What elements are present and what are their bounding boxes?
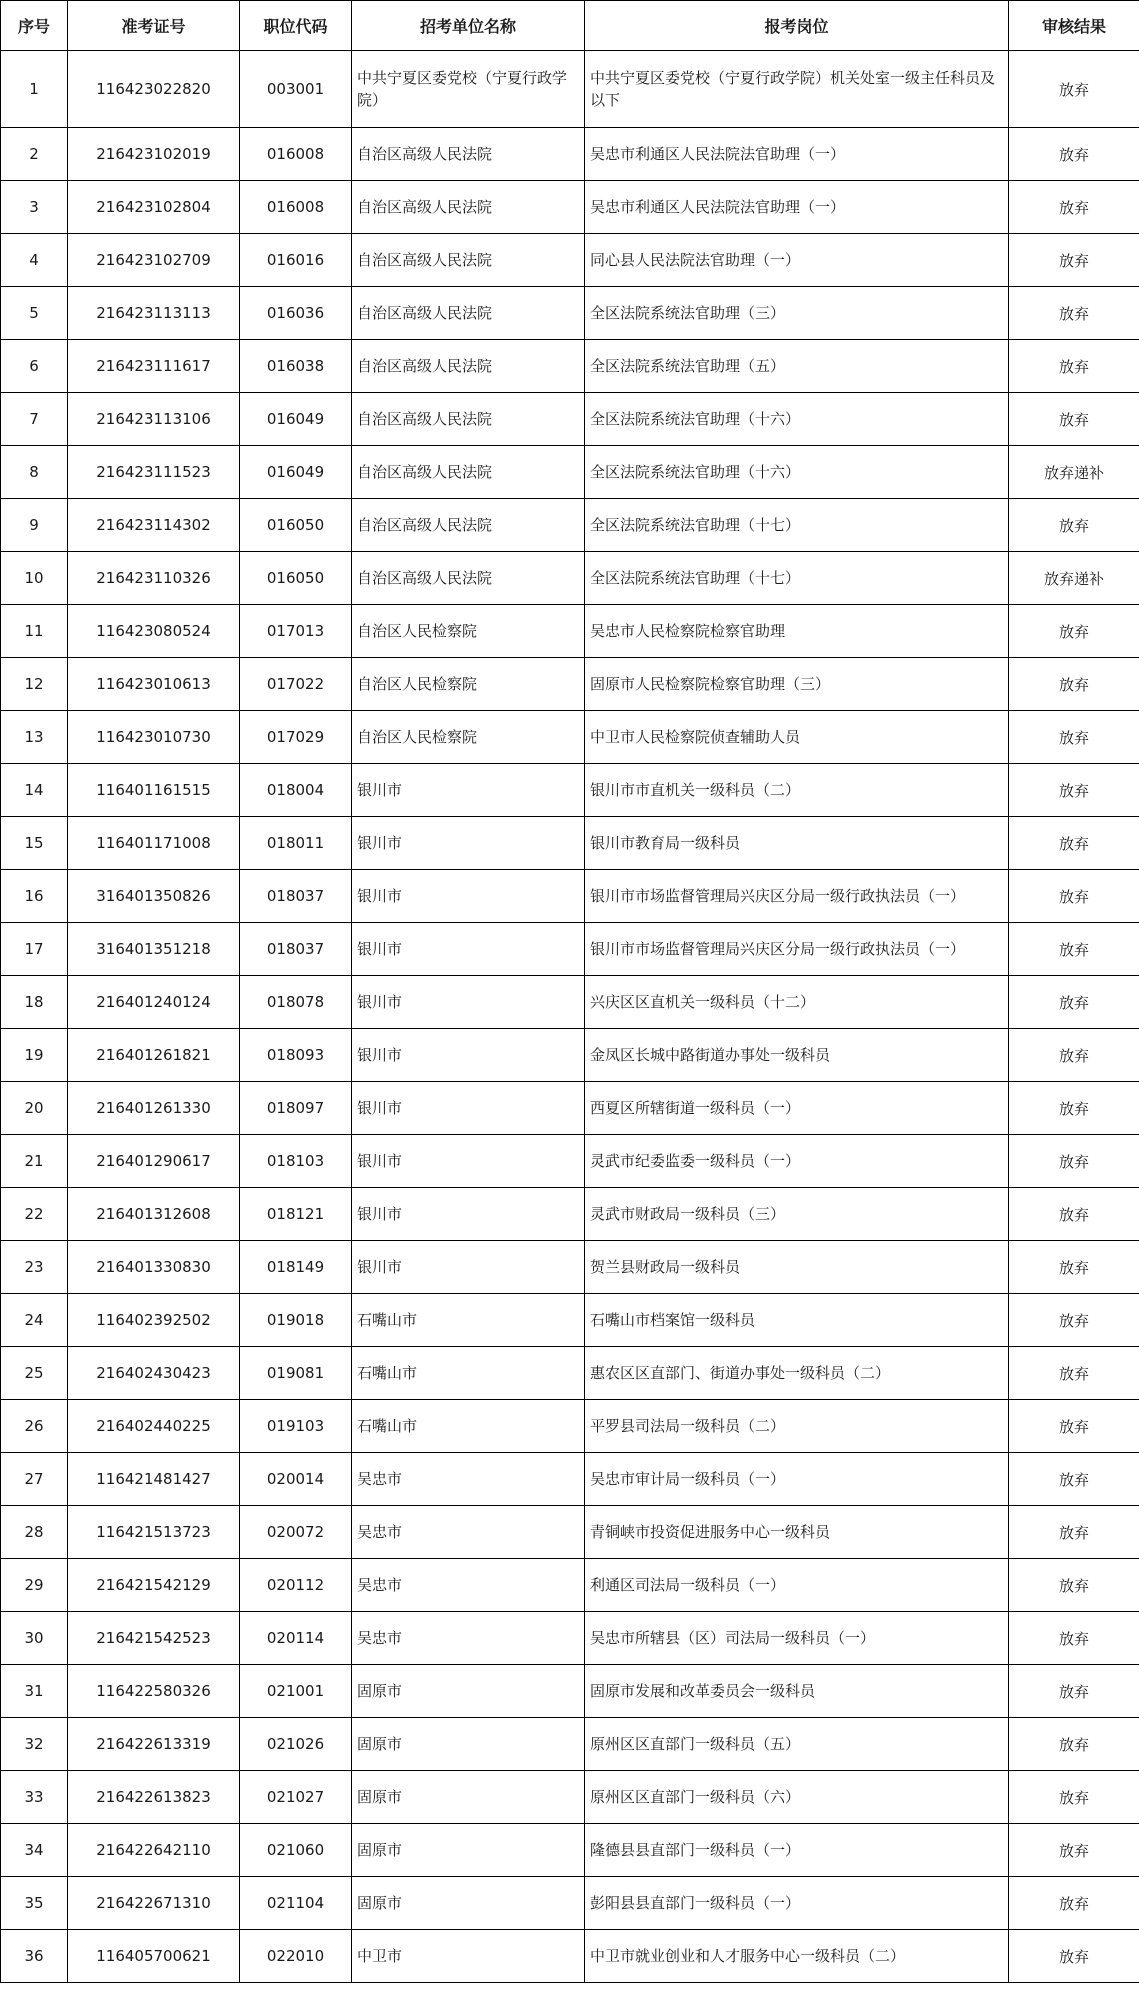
employer-cell: 自治区人民检察院 bbox=[352, 605, 585, 658]
table-row bbox=[1, 1082, 1139, 1135]
table-row bbox=[1, 1559, 1139, 1612]
employer-cell: 石嘴山市 bbox=[352, 1294, 585, 1347]
table-row bbox=[1, 1506, 1139, 1559]
employer-cell: 银川市 bbox=[352, 1135, 585, 1188]
table-row bbox=[1, 870, 1139, 923]
position-cell: 固原市发展和改革委员会一级科员 bbox=[585, 1665, 1009, 1718]
position-cell: 贺兰县财政局一级科员 bbox=[585, 1241, 1009, 1294]
serial-cell: 10 bbox=[1, 552, 68, 605]
ticket-number-cell: 216423102709 bbox=[68, 234, 240, 287]
serial-cell: 13 bbox=[1, 711, 68, 764]
header-ticket-number: 准考证号 bbox=[68, 1, 240, 51]
position-cell: 吴忠市所辖县（区）司法局一级科员（一） bbox=[585, 1612, 1009, 1665]
serial-cell: 5 bbox=[1, 287, 68, 340]
table-row bbox=[1, 1029, 1139, 1082]
position-cell: 吴忠市利通区人民法院法官助理（一） bbox=[585, 128, 1009, 181]
position-code-cell: 016049 bbox=[240, 446, 352, 499]
employer-cell: 自治区高级人民法院 bbox=[352, 499, 585, 552]
position-cell: 全区法院系统法官助理（十七） bbox=[585, 552, 1009, 605]
employer-cell: 银川市 bbox=[352, 764, 585, 817]
ticket-number-cell: 216423111617 bbox=[68, 340, 240, 393]
employer-cell: 中共宁夏区委党校（宁夏行政学院） bbox=[352, 51, 585, 128]
employer-cell: 自治区高级人民法院 bbox=[352, 128, 585, 181]
position-code-cell: 016036 bbox=[240, 287, 352, 340]
result-cell: 放弃 bbox=[1009, 234, 1139, 287]
position-cell: 全区法院系统法官助理（十六） bbox=[585, 446, 1009, 499]
serial-cell: 3 bbox=[1, 181, 68, 234]
position-cell: 银川市教育局一级科员 bbox=[585, 817, 1009, 870]
ticket-number-cell: 216401330830 bbox=[68, 1241, 240, 1294]
position-code-cell: 016016 bbox=[240, 234, 352, 287]
serial-cell: 19 bbox=[1, 1029, 68, 1082]
serial-cell: 23 bbox=[1, 1241, 68, 1294]
result-cell: 放弃 bbox=[1009, 1824, 1139, 1877]
ticket-number-cell: 216423114302 bbox=[68, 499, 240, 552]
ticket-number-cell: 216423113106 bbox=[68, 393, 240, 446]
result-cell: 放弃递补 bbox=[1009, 446, 1139, 499]
position-code-cell: 018149 bbox=[240, 1241, 352, 1294]
result-cell: 放弃 bbox=[1009, 1930, 1139, 1983]
employer-cell: 银川市 bbox=[352, 976, 585, 1029]
ticket-number-cell: 216422642110 bbox=[68, 1824, 240, 1877]
position-cell: 惠农区区直部门、街道办事处一级科员（二） bbox=[585, 1347, 1009, 1400]
employer-cell: 固原市 bbox=[352, 1877, 585, 1930]
serial-cell: 4 bbox=[1, 234, 68, 287]
position-cell: 利通区司法局一级科员（一） bbox=[585, 1559, 1009, 1612]
serial-cell: 31 bbox=[1, 1665, 68, 1718]
ticket-number-cell: 116421513723 bbox=[68, 1506, 240, 1559]
table-row bbox=[1, 1135, 1139, 1188]
position-cell: 石嘴山市档案馆一级科员 bbox=[585, 1294, 1009, 1347]
employer-cell: 银川市 bbox=[352, 1082, 585, 1135]
table-row bbox=[1, 923, 1139, 976]
position-code-cell: 019081 bbox=[240, 1347, 352, 1400]
serial-cell: 27 bbox=[1, 1453, 68, 1506]
table-row bbox=[1, 340, 1139, 393]
table-row bbox=[1, 605, 1139, 658]
position-cell: 西夏区所辖街道一级科员（一） bbox=[585, 1082, 1009, 1135]
header-employer-name: 招考单位名称 bbox=[352, 1, 585, 51]
ticket-number-cell: 216401240124 bbox=[68, 976, 240, 1029]
result-cell: 放弃 bbox=[1009, 1188, 1139, 1241]
position-code-cell: 018093 bbox=[240, 1029, 352, 1082]
position-cell: 原州区区直部门一级科员（六） bbox=[585, 1771, 1009, 1824]
header-row bbox=[1, 1, 1139, 51]
ticket-number-cell: 216423102019 bbox=[68, 128, 240, 181]
employer-cell: 自治区高级人民法院 bbox=[352, 340, 585, 393]
serial-cell: 34 bbox=[1, 1824, 68, 1877]
serial-cell: 8 bbox=[1, 446, 68, 499]
table-row bbox=[1, 446, 1139, 499]
position-code-cell: 017013 bbox=[240, 605, 352, 658]
ticket-number-cell: 316401350826 bbox=[68, 870, 240, 923]
position-cell: 兴庆区区直机关一级科员（十二） bbox=[585, 976, 1009, 1029]
position-code-cell: 016050 bbox=[240, 552, 352, 605]
serial-cell: 11 bbox=[1, 605, 68, 658]
ticket-number-cell: 216401261330 bbox=[68, 1082, 240, 1135]
result-cell: 放弃 bbox=[1009, 1400, 1139, 1453]
employer-cell: 吴忠市 bbox=[352, 1506, 585, 1559]
position-code-cell: 018097 bbox=[240, 1082, 352, 1135]
position-code-cell: 019103 bbox=[240, 1400, 352, 1453]
ticket-number-cell: 116423010613 bbox=[68, 658, 240, 711]
serial-cell: 22 bbox=[1, 1188, 68, 1241]
result-cell: 放弃 bbox=[1009, 1771, 1139, 1824]
position-cell: 灵武市财政局一级科员（三） bbox=[585, 1188, 1009, 1241]
table-row bbox=[1, 1400, 1139, 1453]
ticket-number-cell: 116401171008 bbox=[68, 817, 240, 870]
result-cell: 放弃 bbox=[1009, 817, 1139, 870]
employer-cell: 石嘴山市 bbox=[352, 1347, 585, 1400]
serial-cell: 1 bbox=[1, 51, 68, 128]
ticket-number-cell: 216421542523 bbox=[68, 1612, 240, 1665]
table-row bbox=[1, 1241, 1139, 1294]
employer-cell: 银川市 bbox=[352, 817, 585, 870]
serial-cell: 17 bbox=[1, 923, 68, 976]
employer-cell: 石嘴山市 bbox=[352, 1400, 585, 1453]
table-row bbox=[1, 499, 1139, 552]
result-cell: 放弃 bbox=[1009, 499, 1139, 552]
employer-cell: 固原市 bbox=[352, 1824, 585, 1877]
employer-cell: 自治区高级人民法院 bbox=[352, 446, 585, 499]
position-code-cell: 018078 bbox=[240, 976, 352, 1029]
ticket-number-cell: 116402392502 bbox=[68, 1294, 240, 1347]
serial-cell: 30 bbox=[1, 1612, 68, 1665]
table-body bbox=[1, 51, 1139, 1983]
position-cell: 中卫市人民检察院侦查辅助人员 bbox=[585, 711, 1009, 764]
position-code-cell: 021027 bbox=[240, 1771, 352, 1824]
result-cell: 放弃 bbox=[1009, 1506, 1139, 1559]
ticket-number-cell: 216421542129 bbox=[68, 1559, 240, 1612]
header-applied-position: 报考岗位 bbox=[585, 1, 1009, 51]
table-row bbox=[1, 234, 1139, 287]
result-cell: 放弃 bbox=[1009, 1665, 1139, 1718]
table-row bbox=[1, 1188, 1139, 1241]
ticket-number-cell: 216422613319 bbox=[68, 1718, 240, 1771]
position-cell: 吴忠市审计局一级科员（一） bbox=[585, 1453, 1009, 1506]
position-cell: 固原市人民检察院检察官助理（三） bbox=[585, 658, 1009, 711]
employer-cell: 自治区高级人民法院 bbox=[352, 552, 585, 605]
header-position-code: 职位代码 bbox=[240, 1, 352, 51]
result-cell: 放弃 bbox=[1009, 393, 1139, 446]
result-cell: 放弃 bbox=[1009, 605, 1139, 658]
header-review-result: 审核结果 bbox=[1009, 1, 1139, 51]
employer-cell: 银川市 bbox=[352, 1029, 585, 1082]
position-code-cell: 020112 bbox=[240, 1559, 352, 1612]
serial-cell: 6 bbox=[1, 340, 68, 393]
ticket-number-cell: 216402440225 bbox=[68, 1400, 240, 1453]
position-code-cell: 016050 bbox=[240, 499, 352, 552]
table-row bbox=[1, 976, 1139, 1029]
header-serial: 序号 bbox=[1, 1, 68, 51]
position-code-cell: 020014 bbox=[240, 1453, 352, 1506]
employer-cell: 自治区高级人民法院 bbox=[352, 181, 585, 234]
serial-cell: 35 bbox=[1, 1877, 68, 1930]
position-code-cell: 020114 bbox=[240, 1612, 352, 1665]
result-cell: 放弃递补 bbox=[1009, 552, 1139, 605]
employer-cell: 银川市 bbox=[352, 923, 585, 976]
result-cell: 放弃 bbox=[1009, 1453, 1139, 1506]
position-code-cell: 018011 bbox=[240, 817, 352, 870]
serial-cell: 18 bbox=[1, 976, 68, 1029]
employer-cell: 自治区高级人民法院 bbox=[352, 287, 585, 340]
serial-cell: 29 bbox=[1, 1559, 68, 1612]
position-code-cell: 018037 bbox=[240, 923, 352, 976]
employer-cell: 银川市 bbox=[352, 870, 585, 923]
position-cell: 中卫市就业创业和人才服务中心一级科员（二） bbox=[585, 1930, 1009, 1983]
table-row bbox=[1, 1824, 1139, 1877]
ticket-number-cell: 216422613823 bbox=[68, 1771, 240, 1824]
result-cell: 放弃 bbox=[1009, 1294, 1139, 1347]
position-code-cell: 016008 bbox=[240, 128, 352, 181]
ticket-number-cell: 216402430423 bbox=[68, 1347, 240, 1400]
result-cell: 放弃 bbox=[1009, 764, 1139, 817]
table-row bbox=[1, 1665, 1139, 1718]
ticket-number-cell: 216423110326 bbox=[68, 552, 240, 605]
position-cell: 全区法院系统法官助理（三） bbox=[585, 287, 1009, 340]
serial-cell: 33 bbox=[1, 1771, 68, 1824]
position-cell: 金凤区长城中路街道办事处一级科员 bbox=[585, 1029, 1009, 1082]
serial-cell: 7 bbox=[1, 393, 68, 446]
position-cell: 吴忠市人民检察院检察官助理 bbox=[585, 605, 1009, 658]
position-cell: 中共宁夏区委党校（宁夏行政学院）机关处室一级主任科员及以下 bbox=[585, 51, 1009, 128]
ticket-number-cell: 216401261821 bbox=[68, 1029, 240, 1082]
position-code-cell: 021104 bbox=[240, 1877, 352, 1930]
position-cell: 全区法院系统法官助理（十六） bbox=[585, 393, 1009, 446]
table-row bbox=[1, 128, 1139, 181]
position-cell: 原州区区直部门一级科员（五） bbox=[585, 1718, 1009, 1771]
serial-cell: 15 bbox=[1, 817, 68, 870]
result-cell: 放弃 bbox=[1009, 976, 1139, 1029]
table-row bbox=[1, 711, 1139, 764]
position-cell: 同心县人民法院法官助理（一） bbox=[585, 234, 1009, 287]
position-code-cell: 021060 bbox=[240, 1824, 352, 1877]
result-cell: 放弃 bbox=[1009, 1082, 1139, 1135]
position-cell: 银川市市直机关一级科员（二） bbox=[585, 764, 1009, 817]
position-code-cell: 021026 bbox=[240, 1718, 352, 1771]
result-cell: 放弃 bbox=[1009, 711, 1139, 764]
table-row bbox=[1, 764, 1139, 817]
ticket-number-cell: 116422580326 bbox=[68, 1665, 240, 1718]
ticket-number-cell: 216423113113 bbox=[68, 287, 240, 340]
ticket-number-cell: 116421481427 bbox=[68, 1453, 240, 1506]
position-cell: 灵武市纪委监委一级科员（一） bbox=[585, 1135, 1009, 1188]
employer-cell: 中卫市 bbox=[352, 1930, 585, 1983]
position-code-cell: 019018 bbox=[240, 1294, 352, 1347]
ticket-number-cell: 216401312608 bbox=[68, 1188, 240, 1241]
result-cell: 放弃 bbox=[1009, 181, 1139, 234]
table-row bbox=[1, 1877, 1139, 1930]
table-row bbox=[1, 1453, 1139, 1506]
position-code-cell: 016008 bbox=[240, 181, 352, 234]
position-code-cell: 018103 bbox=[240, 1135, 352, 1188]
position-cell: 全区法院系统法官助理（十七） bbox=[585, 499, 1009, 552]
position-cell: 吴忠市利通区人民法院法官助理（一） bbox=[585, 181, 1009, 234]
serial-cell: 9 bbox=[1, 499, 68, 552]
employer-cell: 固原市 bbox=[352, 1665, 585, 1718]
position-code-cell: 016038 bbox=[240, 340, 352, 393]
ticket-number-cell: 116423080524 bbox=[68, 605, 240, 658]
position-cell: 银川市市场监督管理局兴庆区分局一级行政执法员（一） bbox=[585, 923, 1009, 976]
table-row bbox=[1, 552, 1139, 605]
serial-cell: 16 bbox=[1, 870, 68, 923]
result-cell: 放弃 bbox=[1009, 51, 1139, 128]
ticket-number-cell: 216422671310 bbox=[68, 1877, 240, 1930]
position-cell: 全区法院系统法官助理（五） bbox=[585, 340, 1009, 393]
result-cell: 放弃 bbox=[1009, 870, 1139, 923]
position-code-cell: 003001 bbox=[240, 51, 352, 128]
position-code-cell: 022010 bbox=[240, 1930, 352, 1983]
result-cell: 放弃 bbox=[1009, 658, 1139, 711]
result-cell: 放弃 bbox=[1009, 923, 1139, 976]
result-cell: 放弃 bbox=[1009, 287, 1139, 340]
position-code-cell: 017022 bbox=[240, 658, 352, 711]
serial-cell: 25 bbox=[1, 1347, 68, 1400]
position-cell: 青铜峡市投资促进服务中心一级科员 bbox=[585, 1506, 1009, 1559]
result-cell: 放弃 bbox=[1009, 128, 1139, 181]
employer-cell: 吴忠市 bbox=[352, 1559, 585, 1612]
employer-cell: 自治区高级人民法院 bbox=[352, 393, 585, 446]
ticket-number-cell: 116401161515 bbox=[68, 764, 240, 817]
serial-cell: 26 bbox=[1, 1400, 68, 1453]
position-cell: 平罗县司法局一级科员（二） bbox=[585, 1400, 1009, 1453]
serial-cell: 2 bbox=[1, 128, 68, 181]
serial-cell: 20 bbox=[1, 1082, 68, 1135]
serial-cell: 14 bbox=[1, 764, 68, 817]
serial-cell: 24 bbox=[1, 1294, 68, 1347]
position-code-cell: 021001 bbox=[240, 1665, 352, 1718]
result-cell: 放弃 bbox=[1009, 1718, 1139, 1771]
position-code-cell: 018037 bbox=[240, 870, 352, 923]
employer-cell: 银川市 bbox=[352, 1241, 585, 1294]
position-code-cell: 020072 bbox=[240, 1506, 352, 1559]
employer-cell: 自治区人民检察院 bbox=[352, 658, 585, 711]
ticket-number-cell: 116405700621 bbox=[68, 1930, 240, 1983]
table-row bbox=[1, 1612, 1139, 1665]
table-row bbox=[1, 658, 1139, 711]
result-cell: 放弃 bbox=[1009, 1029, 1139, 1082]
serial-cell: 36 bbox=[1, 1930, 68, 1983]
table-row bbox=[1, 1294, 1139, 1347]
ticket-number-cell: 116423010730 bbox=[68, 711, 240, 764]
result-cell: 放弃 bbox=[1009, 340, 1139, 393]
position-cell: 彭阳县县直部门一级科员（一） bbox=[585, 1877, 1009, 1930]
position-cell: 隆德县县直部门一级科员（一） bbox=[585, 1824, 1009, 1877]
table-row bbox=[1, 1930, 1139, 1983]
result-cell: 放弃 bbox=[1009, 1347, 1139, 1400]
result-cell: 放弃 bbox=[1009, 1241, 1139, 1294]
ticket-number-cell: 116423022820 bbox=[68, 51, 240, 128]
employer-cell: 固原市 bbox=[352, 1718, 585, 1771]
table-row bbox=[1, 393, 1139, 446]
serial-cell: 21 bbox=[1, 1135, 68, 1188]
table-row bbox=[1, 181, 1139, 234]
result-cell: 放弃 bbox=[1009, 1877, 1139, 1930]
table-row bbox=[1, 51, 1139, 128]
result-cell: 放弃 bbox=[1009, 1612, 1139, 1665]
position-code-cell: 018004 bbox=[240, 764, 352, 817]
table-row bbox=[1, 1771, 1139, 1824]
table-row bbox=[1, 1347, 1139, 1400]
serial-cell: 12 bbox=[1, 658, 68, 711]
employer-cell: 自治区高级人民法院 bbox=[352, 234, 585, 287]
serial-cell: 28 bbox=[1, 1506, 68, 1559]
table-row bbox=[1, 1718, 1139, 1771]
ticket-number-cell: 216423111523 bbox=[68, 446, 240, 499]
table-row bbox=[1, 817, 1139, 870]
position-code-cell: 018121 bbox=[240, 1188, 352, 1241]
employer-cell: 吴忠市 bbox=[352, 1453, 585, 1506]
ticket-number-cell: 216423102804 bbox=[68, 181, 240, 234]
ticket-number-cell: 216401290617 bbox=[68, 1135, 240, 1188]
result-cell: 放弃 bbox=[1009, 1559, 1139, 1612]
ticket-number-cell: 316401351218 bbox=[68, 923, 240, 976]
employer-cell: 自治区人民检察院 bbox=[352, 711, 585, 764]
employer-cell: 吴忠市 bbox=[352, 1612, 585, 1665]
position-code-cell: 017029 bbox=[240, 711, 352, 764]
position-code-cell: 016049 bbox=[240, 393, 352, 446]
employer-cell: 固原市 bbox=[352, 1771, 585, 1824]
employer-cell: 银川市 bbox=[352, 1188, 585, 1241]
table-row bbox=[1, 287, 1139, 340]
position-cell: 银川市市场监督管理局兴庆区分局一级行政执法员（一） bbox=[585, 870, 1009, 923]
result-cell: 放弃 bbox=[1009, 1135, 1139, 1188]
serial-cell: 32 bbox=[1, 1718, 68, 1771]
